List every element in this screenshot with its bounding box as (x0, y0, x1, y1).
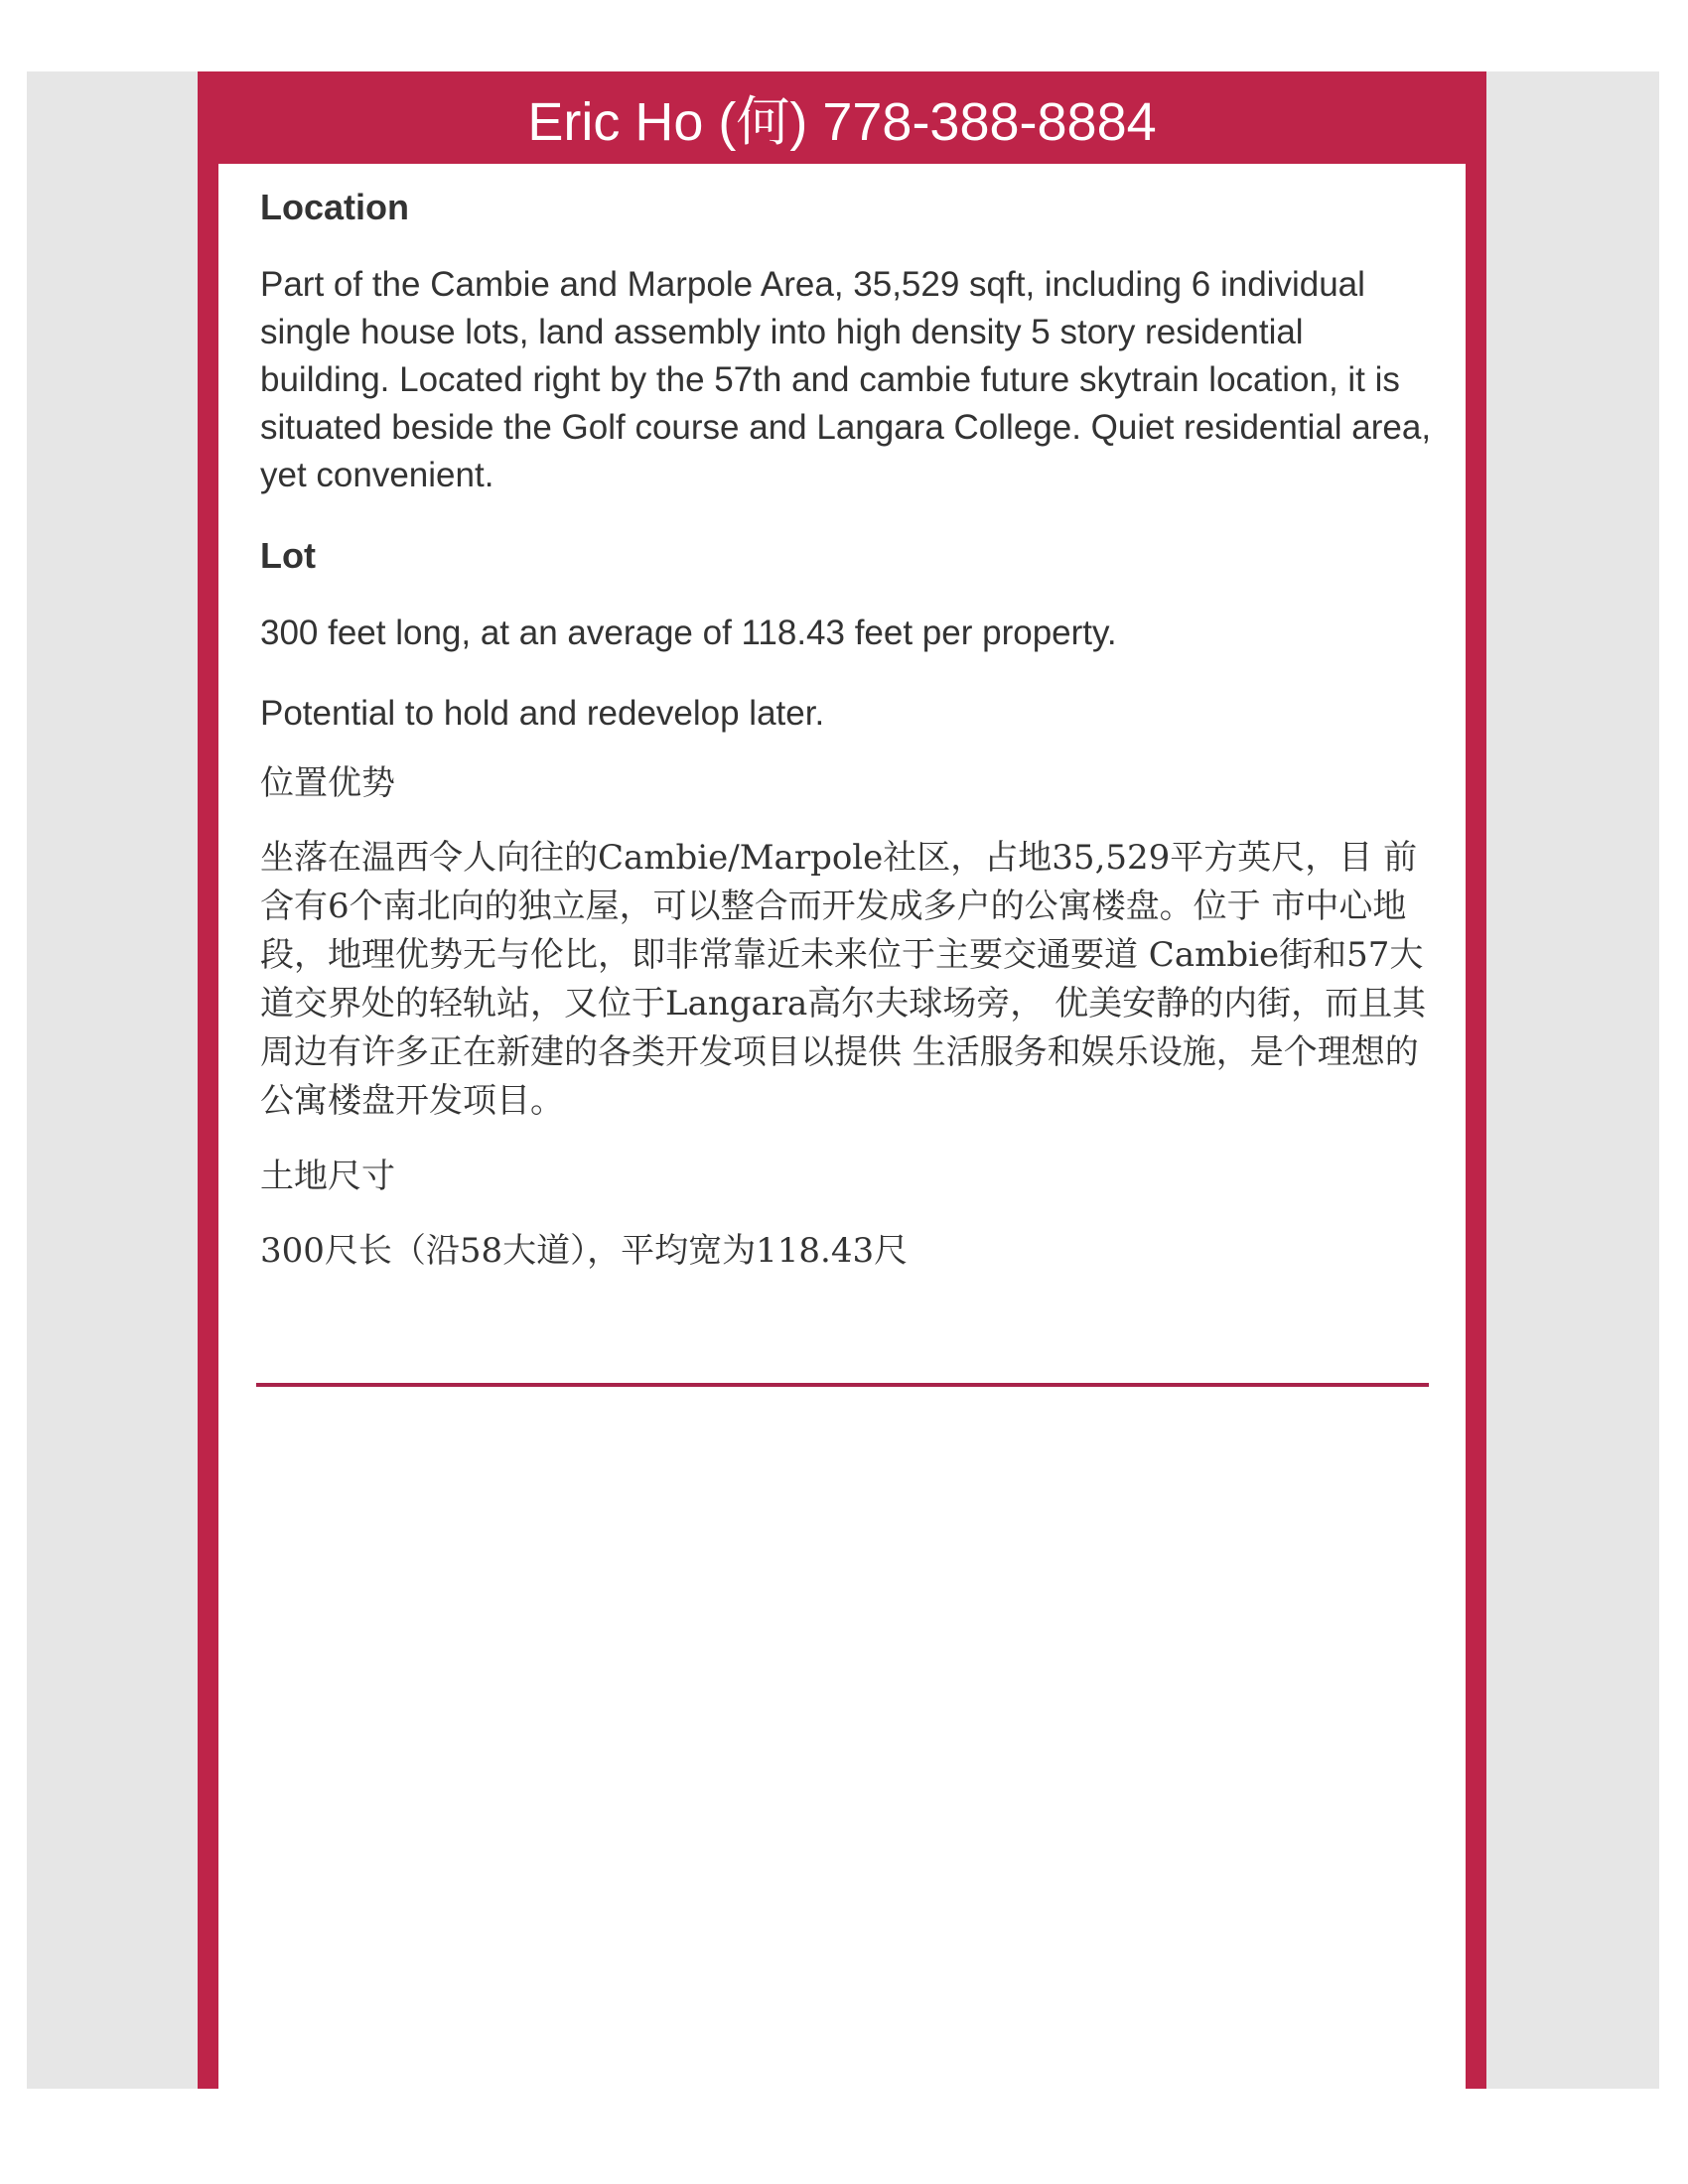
contact-header: Eric Ho (何) 778-388-8884 (527, 91, 1157, 152)
content-panel (218, 164, 1466, 2089)
cn-lot-text: 300尺长（沿58大道），平均宽为118.43尺 (260, 1231, 909, 1271)
cn-location-text: 坐落在温西令人向往的Cambie/Marpole社区，占地35,529平方英尺，目 前含有6个南北向的独立屋，可以整合而开发成多户的公寓楼盘。位于 市中心地段，地理优势无与伦比，即非常靠近未来位于主要交通要道 Cambie街和57大道交界处的轻轨站，又位于Langara高尔夫球场旁， 优美安静的内街，而且其周边有许多正在新建的各类开发项目以提供 生活服务和娱乐设施，是个理想的公寓楼盘开发项目。 (260, 838, 1427, 1121)
section-divider (256, 1383, 1429, 1387)
lot-heading: Lot (260, 535, 316, 576)
cn-location-heading: 位置优势 (260, 763, 395, 803)
location-text: Part of the Cambie and Marpole Area, 35,529 sqft, including 6 individual single house lots, land assembly into high density 5 story residential building. Located right by the 57th and cambie future skytrain location, it is situated beside the Golf course and Langara College. Quiet residential area, yet convenient. (260, 265, 1432, 494)
lot-text: 300 feet long, at an average of 118.43 feet per property. (260, 614, 1117, 652)
cn-lot-heading: 土地尺寸 (260, 1157, 395, 1196)
potential-text: Potential to hold and redevelop later. (260, 694, 825, 733)
content-body (260, 184, 1432, 1302)
location-heading: Location (260, 187, 409, 227)
